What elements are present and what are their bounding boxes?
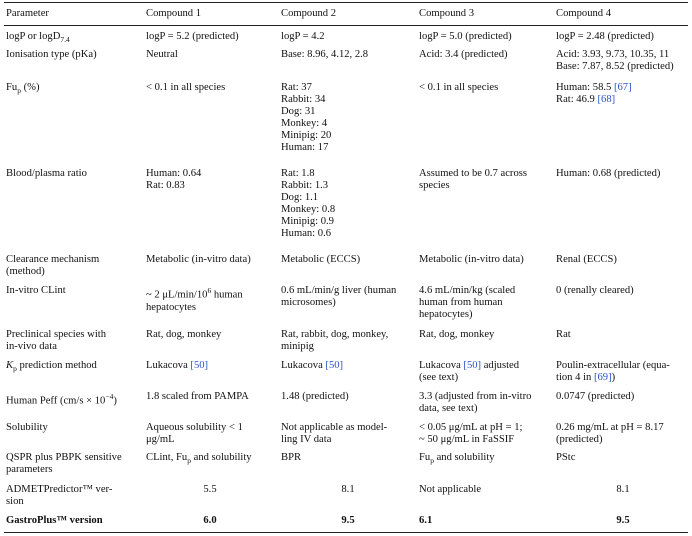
cell-compound-3: Rat, dog, monkey <box>419 329 495 340</box>
qspr-text-tail: and solubility <box>190 452 252 463</box>
row-label <box>6 82 140 97</box>
cell-compound-2: Rat, rabbit, dog, monkey, minipig <box>281 329 389 353</box>
row-label: ADMETPredictor™ ver- sion <box>6 484 113 508</box>
row-label: Ionisation type (pKa) <box>6 49 97 60</box>
fup-label-subscript: p <box>17 86 21 96</box>
header-compound-4: Compound 4 <box>556 8 612 19</box>
qspr-text: CLint, Fu <box>146 452 188 463</box>
cell-compound-3 <box>419 360 553 384</box>
cell-compound-4 <box>556 360 690 384</box>
cell-compound-2 <box>281 360 415 372</box>
cell-compound-1: Aqueous solubility < 1 μg/mL <box>146 422 243 446</box>
clint-value-tail: human hepatocytes <box>146 289 243 313</box>
row-label: Blood/plasma ratio <box>6 168 87 179</box>
header-compound-1: Compound 1 <box>146 8 202 19</box>
cell-compound-3: 6.1 <box>419 515 433 526</box>
cell-compound-2: Rat: 1.8 Rabbit: 1.3 Dog: 1.1 Monkey: 0.8 Minipig: 0.9 Human: 0.6 <box>281 168 336 240</box>
fup-human-value: Human: 58.5 <box>556 82 614 93</box>
cell-compound-3: Not applicable <box>419 484 482 495</box>
cell-compound-1 <box>146 452 274 467</box>
cell-compound-1: Human: 0.64 Rat: 0.83 <box>146 168 202 192</box>
cell-compound-3: < 0.05 μg/mL at pH = 1; ~ 50 μg/mL in FaSSIF <box>419 422 523 446</box>
cell-compound-4 <box>556 82 690 106</box>
cell-compound-2: 8.1 <box>341 484 355 495</box>
reference-link-50[interactable]: [50] <box>463 360 482 371</box>
kp-label-subscript: p <box>13 364 17 374</box>
cell-compound-3: 3.3 (adjusted from in-vitro data, see text) <box>419 391 532 415</box>
peff-label-text: Human Peff (cm/s × 10 <box>6 395 106 407</box>
kp-method-text: Poulin-extracellular (equa- tion 4 in <box>556 360 670 384</box>
cell-compound-4: 0.26 mg/mL at pH = 8.17 (predicted) <box>556 422 664 446</box>
table-top-rule <box>4 2 688 3</box>
cell-compound-3: Acid: 3.4 (predicted) <box>419 49 508 60</box>
kp-method-tail: adjusted (see text) <box>419 360 520 384</box>
cell-compound-4: Acid: 3.93, 9.73, 10.35, 11 Base: 7.87, 8.52 (predicted) <box>556 49 674 73</box>
fup-rat-value: Rat: 46.9 <box>556 94 598 106</box>
cell-compound-1: 1.8 scaled from PAMPA <box>146 391 249 402</box>
cell-compound-2: Base: 8.96, 4.12, 2.8 <box>281 49 369 60</box>
cell-compound-1: < 0.1 in all species <box>146 82 226 93</box>
cell-compound-1: logP = 5.2 (predicted) <box>146 31 239 42</box>
row-label: QSPR plus PBPK sensitive parameters <box>6 452 122 476</box>
fup-label-unit: (%) <box>20 82 40 93</box>
reference-link-67[interactable]: [67] <box>613 82 632 93</box>
qspr-subscript: p <box>430 456 434 466</box>
reference-link-50[interactable]: [50] <box>190 360 209 371</box>
kp-label-text: prediction method <box>16 360 97 371</box>
kp-method-text: Lukacova <box>146 360 191 371</box>
cell-compound-2: Metabolic (ECCS) <box>281 254 361 265</box>
logp-label-subscript: 7.4 <box>60 35 70 45</box>
cell-compound-2: 1.48 (predicted) <box>281 391 349 402</box>
cell-compound-2: logP = 4.2 <box>281 31 325 42</box>
cell-compound-2: Rat: 37 Rabbit: 34 Dog: 31 Monkey: 4 Minipig: 20 Human: 17 <box>281 82 332 154</box>
row-label: Solubility <box>6 422 48 433</box>
cell-compound-4: Rat <box>556 329 571 340</box>
logp-label-text: logP or logD <box>6 31 61 42</box>
cell-compound-4: PStc <box>556 452 576 463</box>
cell-compound-4: 8.1 <box>616 484 630 495</box>
row-label: In-vitro CLint <box>6 285 66 296</box>
header-parameter: Parameter <box>6 8 49 19</box>
qspr-text: Fu <box>419 452 431 463</box>
cell-compound-4: 0.0747 (predicted) <box>556 391 635 402</box>
kp-method-text: Lukacova <box>281 360 326 371</box>
clint-value: ~ 2 μL/min/10 <box>146 289 208 301</box>
row-label <box>6 391 140 408</box>
row-label <box>6 31 140 46</box>
qspr-text-tail: and solubility <box>433 452 495 463</box>
row-label <box>6 360 140 375</box>
cell-compound-4: Human: 0.68 (predicted) <box>556 168 661 179</box>
header-compound-2: Compound 2 <box>281 8 337 19</box>
kp-method-text: Lukacova <box>419 360 464 371</box>
cell-compound-1: 6.0 <box>203 515 217 526</box>
cell-compound-4: 9.5 <box>616 515 630 526</box>
fup-label-text: Fu <box>6 82 18 93</box>
cell-compound-1 <box>146 360 274 372</box>
cell-compound-4: Renal (ECCS) <box>556 254 617 265</box>
kp-method-tail: ) <box>611 372 616 384</box>
cell-compound-1: Neutral <box>146 49 178 60</box>
row-label: Clearance mechanism (method) <box>6 254 100 278</box>
cell-compound-2: Not applicable as model- ling IV data <box>281 422 388 446</box>
cell-compound-1: Metabolic (in-vitro data) <box>146 254 251 265</box>
row-label: Preclinical species with in-vivo data <box>6 329 107 353</box>
table-bottom-rule <box>4 532 688 533</box>
qspr-subscript: p <box>187 456 191 466</box>
cell-compound-4: logP = 2.48 (predicted) <box>556 31 654 42</box>
reference-link-50[interactable]: [50] <box>325 360 344 371</box>
cell-compound-4: 0 (renally cleared) <box>556 285 634 296</box>
cell-compound-3: Metabolic (in-vitro data) <box>419 254 524 265</box>
row-label: GastroPlus™ version <box>6 515 103 526</box>
table-header-rule <box>4 25 688 26</box>
cell-compound-3: Assumed to be 0.7 across species <box>419 168 527 192</box>
reference-link-69[interactable]: [69] <box>593 372 612 384</box>
cell-compound-2: BPR <box>281 452 302 463</box>
cell-compound-3: logP = 5.0 (predicted) <box>419 31 512 42</box>
cell-compound-1 <box>146 285 274 314</box>
cell-compound-2: 9.5 <box>341 515 355 526</box>
kp-label-symbol: K <box>6 360 14 371</box>
cell-compound-1: 5.5 <box>203 484 217 495</box>
peff-label-tail: ) <box>113 395 117 407</box>
clint-superscript: 6 <box>207 286 212 295</box>
cell-compound-2: 0.6 mL/min/g liver (human microsomes) <box>281 285 397 309</box>
header-compound-3: Compound 3 <box>419 8 475 19</box>
cell-compound-3 <box>419 452 553 467</box>
cell-compound-1: Rat, dog, monkey <box>146 329 222 340</box>
cell-compound-3: < 0.1 in all species <box>419 82 499 93</box>
reference-link-68[interactable]: [68] <box>597 94 616 106</box>
peff-label-superscript: −4 <box>105 392 114 401</box>
cell-compound-3: 4.6 mL/min/kg (scaled human from human hepatocytes) <box>419 285 516 321</box>
